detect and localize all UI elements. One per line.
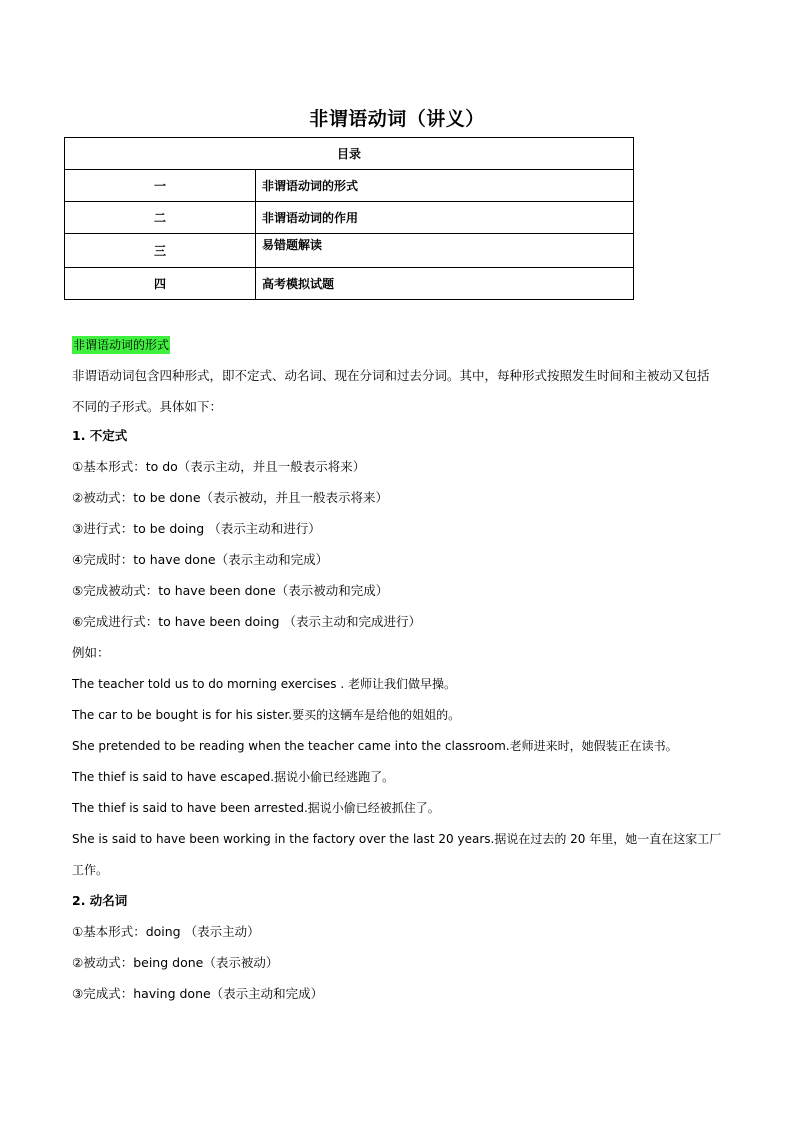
example-sentence-continued: 工作。 xyxy=(72,863,109,877)
toc-row xyxy=(65,202,634,234)
infinitive-form-item: ①基本形式：to do（表示主动，并且一般表示将来） xyxy=(72,459,366,474)
example-sentence: She is said to have been working in the factory over the last 20 years.据说在过去的 20 年里，她一直在这家工厂 xyxy=(72,832,722,846)
heading-gerund: 2. 动名词 xyxy=(72,893,128,908)
toc-row-item: 非谓语动词的作用 xyxy=(256,202,634,234)
toc-row-item: 高考模拟试题 xyxy=(256,268,634,300)
document-title: 非谓语动词（讲义） xyxy=(309,108,485,130)
example-sentence: The thief is said to have escaped.据说小偷已经逃跑了。 xyxy=(72,770,395,784)
toc-row-item: 易错题解读 xyxy=(256,234,634,268)
infinitive-form-item: ⑤完成被动式：to have been done（表示被动和完成） xyxy=(72,583,389,598)
infinitive-form-item: ②被动式：to be done（表示被动，并且一般表示将来） xyxy=(72,490,389,505)
toc-row-number: 一 xyxy=(65,170,256,202)
document-body xyxy=(72,333,722,1013)
toc-row xyxy=(65,234,634,268)
infinitive-form-item: ③进行式：to be doing （表示主动和进行） xyxy=(72,521,321,536)
toc-row-item: 非谓语动词的形式 xyxy=(256,170,634,202)
toc-row xyxy=(65,268,634,300)
example-label: 例如： xyxy=(72,645,110,660)
gerund-form-item: ②被动式：being done（表示被动） xyxy=(72,955,279,970)
infinitive-form-item: ⑥完成进行式：to have been doing （表示主动和完成进行） xyxy=(72,614,421,629)
toc-row-number: 四 xyxy=(65,268,256,300)
toc-row-number: 三 xyxy=(65,234,256,268)
toc-row-number: 二 xyxy=(65,202,256,234)
toc-header-row xyxy=(65,138,634,170)
example-sentence: The teacher told us to do morning exercises . 老师让我们做早操。 xyxy=(72,677,456,691)
gerund-form-item: ③完成式：having done（表示主动和完成） xyxy=(72,986,324,1001)
example-sentence: The car to be bought is for his sister.要买的这辆车是给他的姐姐的。 xyxy=(72,708,461,722)
toc-table xyxy=(64,137,634,300)
infinitive-form-item: ④完成时：to have done（表示主动和完成） xyxy=(72,552,329,567)
gerund-form-item: ①基本形式：doing （表示主动） xyxy=(72,924,260,939)
intro-paragraph: 非谓语动词包含四种形式，即不定式、动名词、现在分词和过去分词。其中，每种形式按照发生时间和主被动又包括不同的子形式。具体如下： xyxy=(72,368,710,414)
example-sentence: The thief is said to have been arrested.据说小偷已经被抓住了。 xyxy=(72,801,440,815)
toc-row xyxy=(65,170,634,202)
example-sentence: She pretended to be reading when the teacher came into the classroom.老师进来时，她假装正在读书。 xyxy=(72,739,678,753)
section-tag: 非谓语动词的形式 xyxy=(73,338,170,352)
toc-header: 目录 xyxy=(65,138,634,170)
heading-infinitive: 1. 不定式 xyxy=(72,428,128,443)
